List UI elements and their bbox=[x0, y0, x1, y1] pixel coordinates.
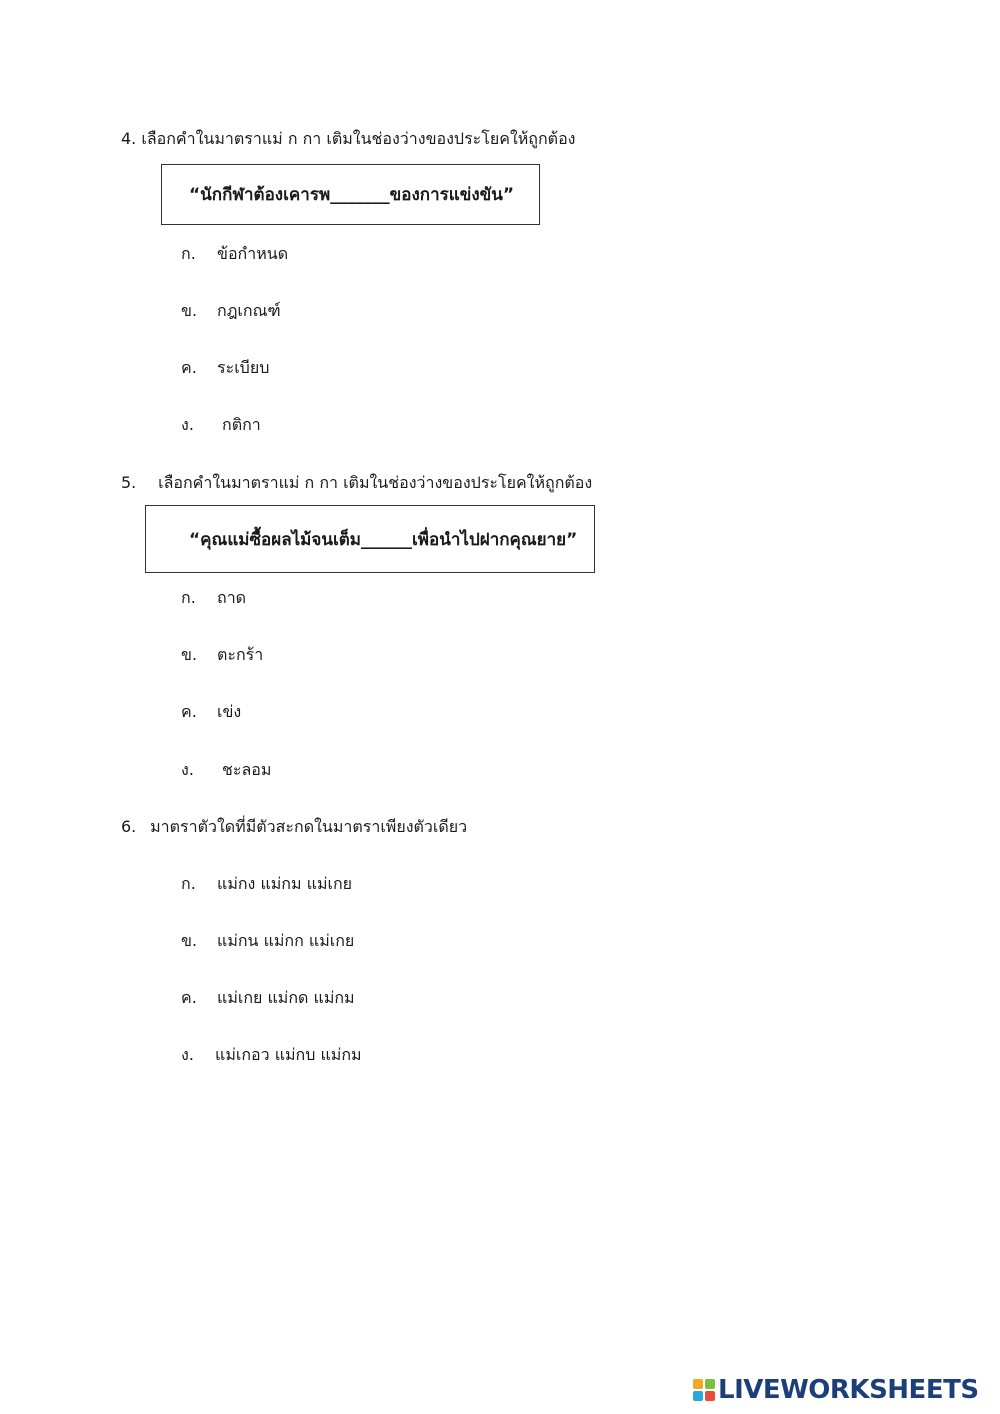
logo-text: LIVEWORKSHEETS bbox=[718, 1375, 979, 1405]
option-text: แม่เกย แม่กด แม่กม bbox=[217, 988, 355, 1007]
question-number: 5. bbox=[121, 473, 137, 492]
option-letter: ค. bbox=[181, 358, 197, 377]
option-c[interactable] bbox=[181, 356, 269, 381]
question-prompt: เลือกคำในมาตราแม่ ก กา เติมในช่องว่างของประโยคให้ถูกต้อง bbox=[141, 129, 576, 148]
option-letter: ค. bbox=[181, 988, 197, 1007]
question-prompt: เลือกคำในมาตราแม่ ก กา เติมในช่องว่างของประโยคให้ถูกต้อง bbox=[158, 473, 593, 492]
option-b[interactable] bbox=[181, 299, 281, 324]
option-c[interactable] bbox=[181, 700, 241, 725]
option-letter: ข. bbox=[181, 645, 198, 664]
option-text: ข้อกำหนด bbox=[217, 244, 289, 263]
option-text: กฎเกณฑ์ bbox=[217, 301, 281, 320]
option-text: เข่ง bbox=[217, 702, 242, 721]
option-b[interactable] bbox=[181, 643, 263, 668]
option-text: กติกา bbox=[222, 415, 261, 434]
question-prompt: มาตราตัวใดที่มีตัวสะกดในมาตราเพียงตัวเดียว bbox=[150, 817, 468, 836]
logo-tile bbox=[693, 1379, 703, 1389]
option-text: ถาด bbox=[217, 588, 247, 607]
option-text: ตะกร้า bbox=[217, 645, 264, 664]
option-b[interactable] bbox=[181, 929, 354, 954]
option-c[interactable] bbox=[181, 986, 355, 1011]
option-text: แม่กน แม่กก แม่เกย bbox=[217, 931, 355, 950]
question-number: 4. bbox=[121, 129, 137, 148]
option-text: แม่กง แม่กม แม่เกย bbox=[217, 874, 353, 893]
question-number: 6. bbox=[121, 817, 137, 836]
question-4 bbox=[121, 127, 575, 152]
sentence-text: “คุณแม่ซื้อผลไม้จนเต็ม______เพื่อนำไปฝากคุณยาย” bbox=[189, 529, 578, 550]
option-letter: ข. bbox=[181, 931, 198, 950]
option-text: แม่เกอว แม่กบ แม่กม bbox=[215, 1045, 362, 1064]
sentence-text: “นักกีฬาต้องเคารพ_______ของการแข่งขัน” bbox=[189, 185, 515, 205]
option-a[interactable] bbox=[181, 242, 288, 267]
option-d[interactable] bbox=[181, 758, 271, 783]
option-letter: ง. bbox=[181, 760, 194, 779]
option-d[interactable] bbox=[181, 413, 261, 438]
option-letter: ก. bbox=[181, 588, 196, 607]
question-6 bbox=[121, 815, 467, 840]
option-letter: ง. bbox=[181, 415, 194, 434]
option-letter: ก. bbox=[181, 244, 196, 263]
option-a[interactable] bbox=[181, 586, 246, 611]
option-letter: ข. bbox=[181, 301, 198, 320]
logo-mark-icon bbox=[693, 1379, 715, 1401]
sentence-box bbox=[161, 164, 540, 225]
sentence-box bbox=[145, 505, 595, 573]
option-text: ระเบียบ bbox=[217, 358, 270, 377]
option-letter: ก. bbox=[181, 874, 196, 893]
option-text: ชะลอม bbox=[222, 760, 272, 779]
liveworksheets-logo[interactable] bbox=[693, 1374, 979, 1406]
logo-tile bbox=[693, 1391, 703, 1401]
question-5 bbox=[121, 471, 592, 496]
option-letter: ค. bbox=[181, 702, 197, 721]
logo-tile bbox=[705, 1391, 715, 1401]
option-d[interactable] bbox=[181, 1043, 362, 1068]
logo-tile bbox=[705, 1379, 715, 1389]
option-letter: ง. bbox=[181, 1045, 194, 1064]
option-a[interactable] bbox=[181, 872, 352, 897]
